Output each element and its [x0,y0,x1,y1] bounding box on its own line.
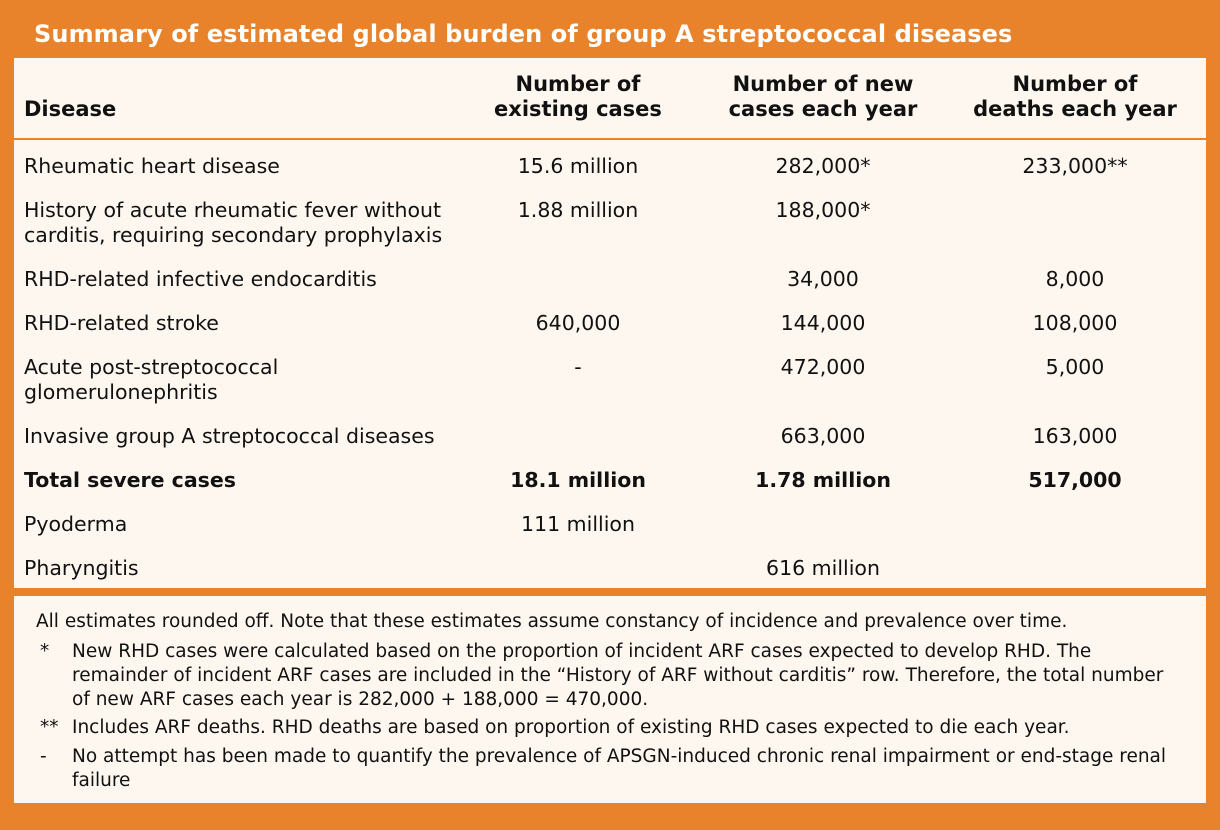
cell-disease: Pharyngitis [24,555,139,580]
cell-disease: Pyoderma [24,511,128,536]
cell-disease: Acute post-streptococcal glomerulonephritis [24,354,279,404]
cell-deaths: 233,000** [1022,153,1128,178]
cell-existing: 1.88 million [517,197,639,222]
cell-existing: 111 million [521,511,635,536]
column-header-existing-cases [454,58,702,139]
cell-existing [454,255,702,299]
table-header-row [14,58,1206,139]
cell-new: 34,000 [787,266,859,291]
footnote-marker: ** [40,717,59,739]
cell-deaths: 163,000 [1032,423,1118,448]
table-body [14,139,1206,588]
table-row [14,343,1206,412]
cell-new: 144,000 [780,310,866,335]
cell-new: 282,000* [775,153,871,178]
column-header-new-line2: cases each year [728,96,918,121]
cell-disease: History of acute rheumatic fever without carditis, requiring secondary prophylaxis [24,197,443,247]
cell-deaths: 8,000 [1045,266,1105,291]
table-row [14,544,1206,588]
cell-new: 663,000 [780,423,866,448]
table-row [14,412,1206,456]
table-panel [14,58,1206,588]
table-row [14,139,1206,186]
table-row [14,299,1206,343]
cell-deaths: 108,000 [1032,310,1118,335]
burden-table [14,58,1206,588]
cell-deaths [944,544,1206,588]
footnote-text: No attempt has been made to quantify the prevalence of APSGN-induced chronic renal impairment or end-stage renal failure [72,745,1167,791]
table-row [14,500,1206,544]
cell-new: 1.78 million [755,467,891,492]
cell-new [702,500,944,544]
cell-disease: Rheumatic heart disease [24,153,280,178]
cell-new: 616 million [766,555,880,580]
table-card [10,10,1210,820]
cell-existing: 640,000 [535,310,621,335]
cell-new: 472,000 [780,354,866,379]
cell-deaths [944,186,1206,255]
column-header-existing-line1: Number of [515,72,641,96]
cell-deaths: 517,000 [1028,467,1122,492]
footnote-marker: * [40,641,50,663]
column-header-deaths-line1: Number of [1012,72,1138,96]
column-header-deaths [944,58,1206,139]
footnote-intro: All estimates rounded off. Note that these estimates assume constancy of incidence and prevalence over time. [36,610,1068,632]
page-title: Summary of estimated global burden of group A streptococcal diseases [34,20,1013,48]
cell-new: 188,000* [775,197,871,222]
footnote-marker: - [40,745,47,767]
cell-existing [454,544,702,588]
column-header-existing-line2: existing cases [494,96,662,121]
footnote-item [36,745,1186,792]
cell-disease: RHD-related stroke [24,310,219,335]
footnote-item [36,716,1186,740]
table-row [14,255,1206,299]
cell-deaths [944,500,1206,544]
footnote-text: New RHD cases were calculated based on the proportion of incident ARF cases expected to develop RHD. The remainder of incident ARF cases are included in the “History of ARF without carditis” row. Therefore, the total number of new ARF cases each year is 282,000 + 188,000 = 470,000. [72,641,1164,710]
cell-deaths: 5,000 [1045,354,1105,379]
column-header-new-cases [702,58,944,139]
footnote-text: Includes ARF deaths. RHD deaths are based on proportion of existing RHD cases expected to die each year. [72,717,1070,739]
cell-disease: Invasive group A streptococcal diseases [24,423,435,448]
table-title-bar [10,10,1210,58]
cell-disease: RHD-related infective endocarditis [24,266,377,291]
column-header-deaths-line2: deaths each year [973,96,1177,121]
column-header-disease: Disease [14,58,454,139]
cell-existing: 15.6 million [517,153,639,178]
table-row [14,186,1206,255]
cell-disease: Total severe cases [24,467,236,492]
table-row-total [14,456,1206,500]
cell-existing: - [574,354,582,379]
footnote-item [36,640,1186,711]
cell-existing [454,412,702,456]
footnotes-panel [14,596,1206,803]
cell-existing: 18.1 million [510,467,646,492]
column-header-new-line1: Number of new [732,72,914,96]
